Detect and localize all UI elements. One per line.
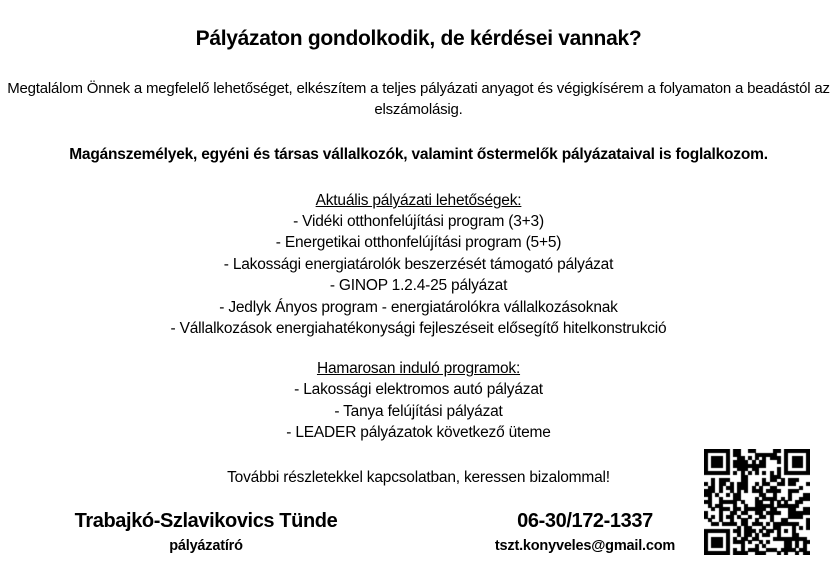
section-heading-upcoming-programs: Hamarosan induló programok: <box>316 360 521 378</box>
list-item: - Vállalkozások energiahatékonysági fejleszéseit elősegítő hitelkonstrukció <box>170 320 667 338</box>
closing-line: További részletekkel kapcsolatban, keressen bizalommal! <box>227 468 610 486</box>
list-item: - LEADER pályázatok következő üteme <box>286 424 551 442</box>
list-item: - Lakossági energiatárolók beszerzését támogató pályázat <box>223 255 614 273</box>
upcoming-programs-list <box>0 379 837 443</box>
contact-phone: 06-30/172-1337 <box>517 510 653 532</box>
contact-details-block <box>448 509 722 554</box>
list-item: - Tanya felújítási pályázat <box>334 402 503 420</box>
qr-code <box>704 449 810 555</box>
list-item: - Lakossági elektromos autó pályázat <box>294 381 543 399</box>
current-opportunities-list <box>0 211 837 339</box>
list-item: - Vidéki otthonfelújítási program (3+3) <box>293 213 544 230</box>
page-title: Pályázaton gondolkodik, de kérdései vannak? <box>195 27 642 50</box>
contact-person-block <box>20 509 392 554</box>
section-heading-current-opportunities: Aktuális pályázati lehetőségek: <box>315 192 522 209</box>
list-item: - GINOP 1.2.4-25 pályázat <box>329 277 508 295</box>
intro-paragraph: Megtalálom Önnek a megfelelő lehetőséget, elkészítem a teljes pályázati anyagot és végigkísérem a folyamaton a beadástól az elszámolásig. <box>7 80 830 118</box>
contact-name: Trabajkó-Szlavikovics Tünde <box>74 510 338 532</box>
list-item: - Energetikai otthonfelújítási program (5+5) <box>275 234 562 252</box>
contact-email: tszt.konyveles@gmail.com <box>494 538 676 554</box>
list-item: - Jedlyk Ányos program - energiatárolókra vállalkozásoknak <box>219 298 618 316</box>
contact-role: pályázatíró <box>169 538 243 554</box>
highlight-statement: Magánszemélyek, egyéni és társas vállalkozók, valamint őstermelők pályázataival is foglalkozom. <box>69 146 768 163</box>
